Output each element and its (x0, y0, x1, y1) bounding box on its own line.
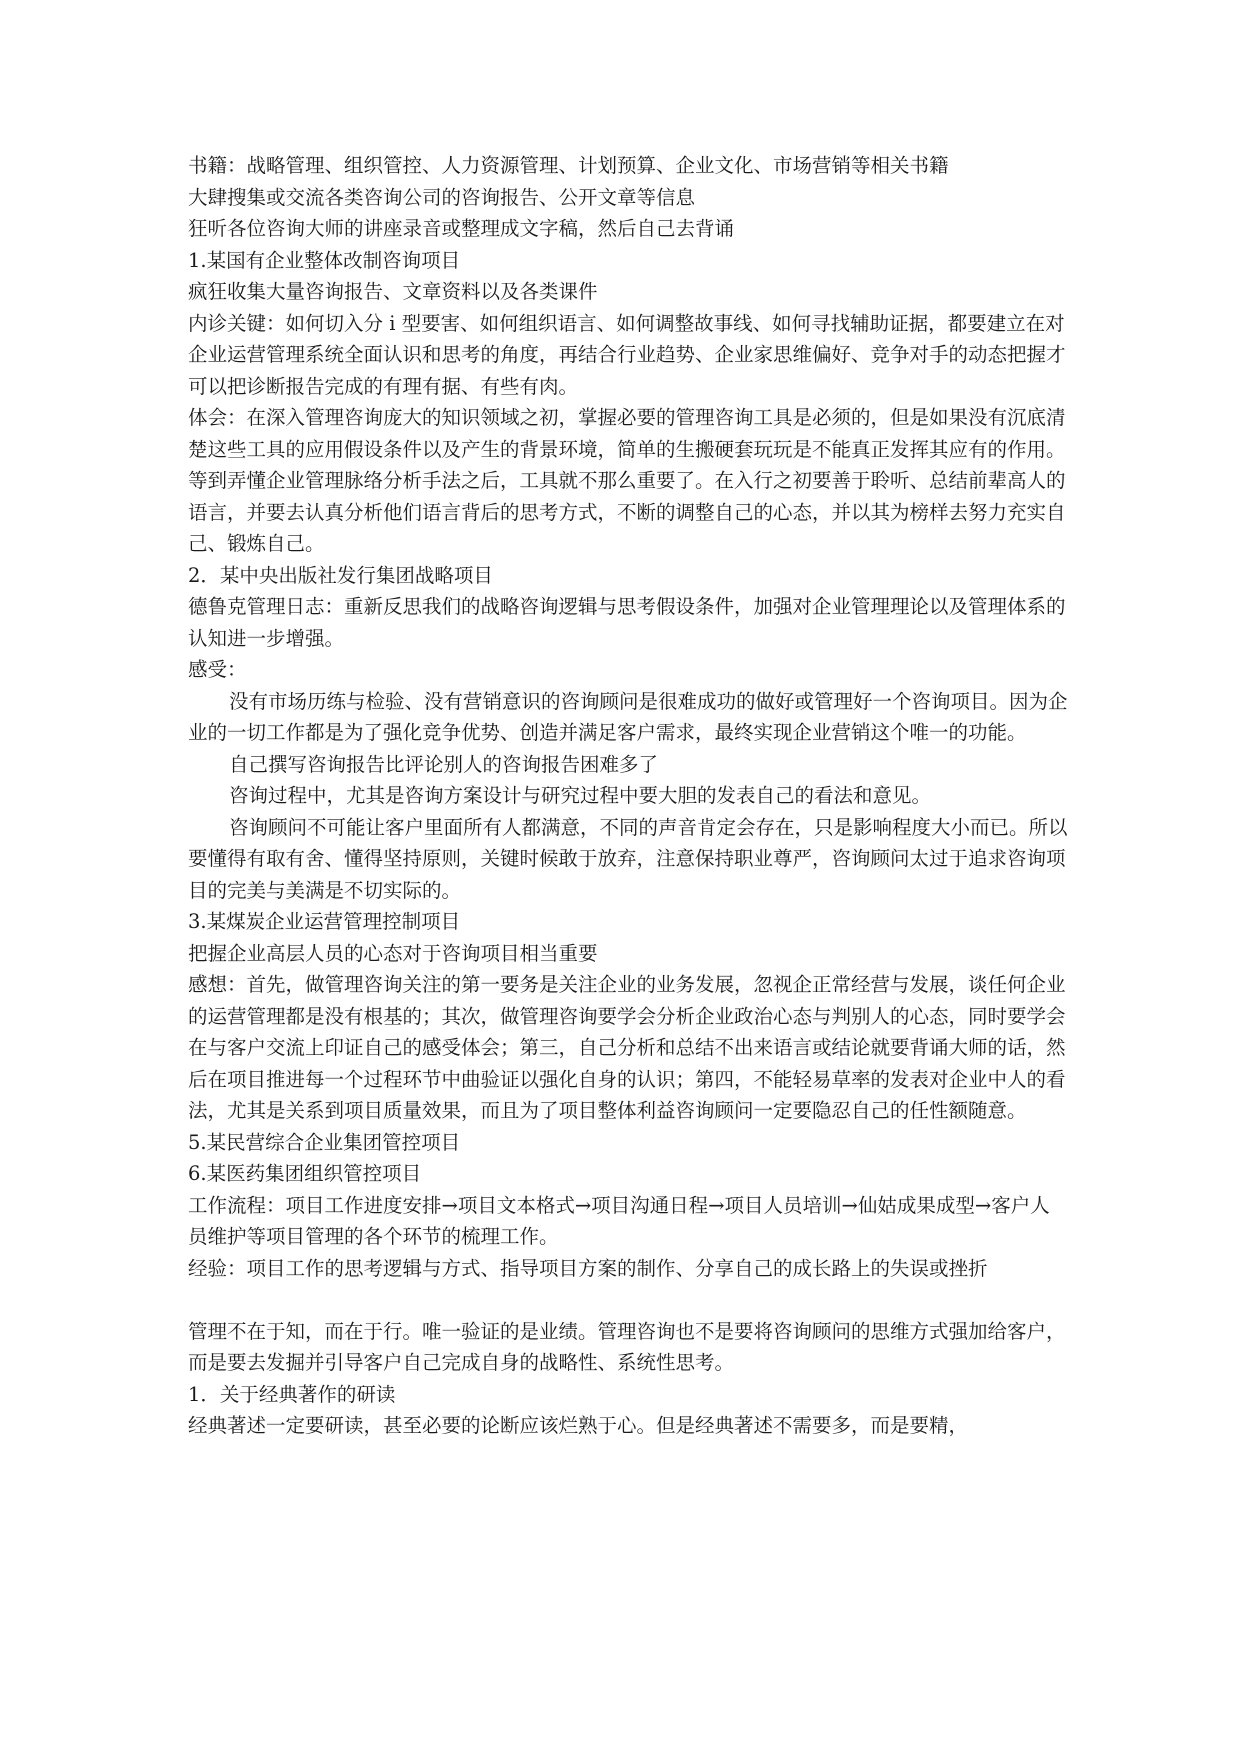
indented-paragraph: 咨询顾问不可能让客户里面所有人都满意，不同的声音肯定会存在，只是影响程度大小而已。所以要懂得有取有舍、懂得坚持原则，关键时候敢于放弃，注意保持职业尊严，咨询顾问太过于追求咨询项目的完美与美满是不切实际的。 (188, 815, 1068, 902)
paragraph: 经验：项目工作的思考逻辑与方式、指导项目方案的制作、分享自己的成长路上的失误或挫折 (188, 1256, 988, 1280)
paragraph: 工作流程：项目工作进度安排→项目文本格式→项目沟通日程→项目人员培训→仙姑成果成型→客户人员维护等项目管理的各个环节的梳理工作。 (188, 1193, 1050, 1248)
indented-paragraph: 咨询过程中，尤其是咨询方案设计与研究过程中要大胆的发表自己的看法和意见。 (228, 784, 931, 807)
paragraph: 疯狂收集大量咨询报告、文章资料以及各类课件 (188, 280, 598, 303)
paragraph: 管理不在于知，而在于行。唯一验证的是业绩。管理咨询也不是要将咨询顾问的思维方式强加给客户，而是要去发掘并引导客户自己完成自身的战略性、系统性思考。 (188, 1319, 1066, 1374)
section-heading: 1．关于经典著作的研读 (188, 1382, 396, 1406)
paragraph: 书籍：战略管理、组织管控、人力资源管理、计划预算、企业文化、市场营销等相关书籍 (188, 154, 949, 177)
indented-paragraph: 自己撰写咨询报告比评论别人的咨询报告困难多了 (228, 752, 658, 776)
section-heading: 2．某中央出版社发行集团战略项目 (188, 563, 493, 587)
paragraph: 感想：首先，做管理咨询关注的第一要务是关注企业的业务发展，忽视企正常经营与发展，谈任何企业的运营管理都是没有根基的；其次，做管理咨询要学会分析企业政治心态与判别人的心态，同时要学会在与客户交流上印证自己的感受体会；第三，自己分析和总结不出来语言或结论就要背诵大师的话，然后在项目推进每一个过程环节中曲验证以强化自身的认识；第四，不能轻易草率的发表对企业中人的看法，尤其是关系到项目质量效果，而且为了项目整体利益咨询顾问一定要隐忍自己的任性额随意。 (188, 973, 1066, 1122)
indented-paragraph: 没有市场历练与检验、没有营销意识的咨询顾问是很难成功的做好或管理好一个咨询项目。因为企业的一切工作都是为了强化竞争优势、创造并满足客户需求，最终实现企业营销这个唯一的功能。 (188, 689, 1068, 744)
paragraph: 大肆搜集或交流各类咨询公司的咨询报告、公开文章等信息 (188, 185, 696, 209)
paragraph: 经典著述一定要研读，甚至必要的论断应该烂熟于心。但是经典著述不需要多，而是要精， (188, 1414, 969, 1437)
section-heading: 6.某医药集团组织管控项目 (188, 1162, 422, 1185)
section-heading: 5.某民营综合企业集团管控项目 (188, 1130, 461, 1154)
paragraph: 内诊关键：如何切入分 i 型要害、如何组织语言、如何调整故事线、如何寻找辅助证据，都要建立在对企业运营管理系统全面认识和思考的角度，再结合行业趋势、企业家思维偏好、竞争对手的动态把握才可以把诊断报告完成的有理有据、有些有肉。 (188, 311, 1066, 398)
paragraph: 德鲁克管理日志：重新反思我们的战略咨询逻辑与思考假设条件，加强对企业管理理论以及管理体系的认知进一步增强。 (188, 595, 1066, 650)
section-heading: 3.某煤炭企业运营管理控制项目 (188, 910, 461, 933)
paragraph: 狂听各位咨询大师的讲座录音或整理成文字稿，然后自己去背诵 (188, 217, 735, 240)
document-page (188, 150, 1068, 1442)
paragraph: 把握企业高层人员的心态对于咨询项目相当重要 (188, 941, 598, 965)
blank-line (188, 1284, 1068, 1316)
paragraph: 体会：在深入管理咨询庞大的知识领域之初，掌握必要的管理咨询工具是必须的，但是如果没有沉底清楚这些工具的应用假设条件以及产生的背景环境，简单的生搬硬套玩玩是不能真正发挥其应有的作用。等到弄懂企业管理脉络分析手法之后，工具就不那么重要了。在入行之初要善于聆听、总结前辈高人的语言，并要去认真分析他们语言背后的思考方式，不断的调整自己的心态，并以其为榜样去努力充实自己、锻炼自己。 (188, 406, 1066, 555)
paragraph: 感受： (188, 658, 247, 681)
section-heading: 1.某国有企业整体改制咨询项目 (188, 248, 461, 272)
